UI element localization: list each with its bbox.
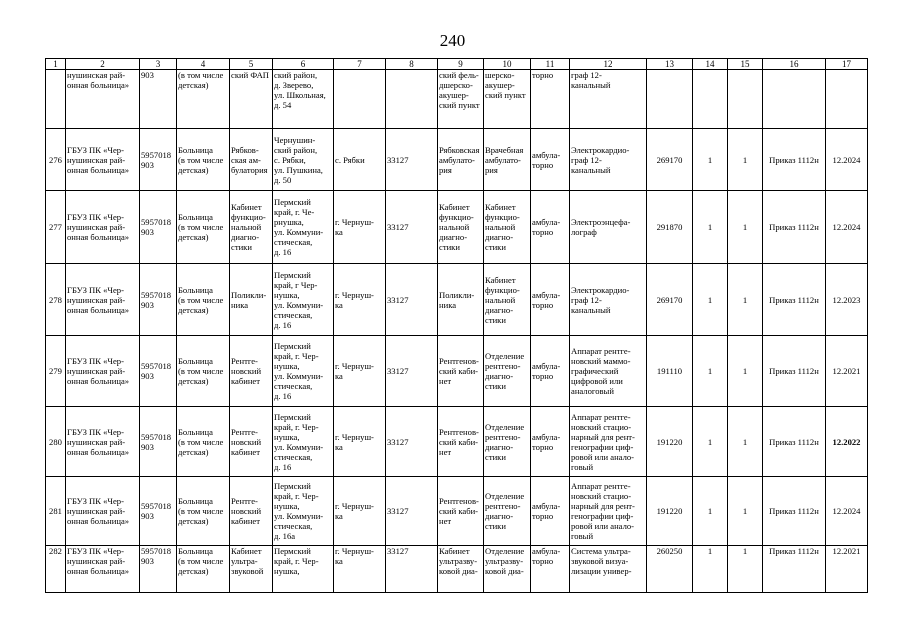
unit-name-cell: Рентгенов- ский каби- нет [438, 477, 484, 546]
care-form-cell: амбула- торно [531, 336, 570, 407]
department-cell: Кабинет функцио- нальной диагно- стики [484, 191, 531, 264]
equipment-name-cell: Электроэнцефа- лограф [570, 191, 647, 264]
quantity-needed-cell: 1 [693, 477, 728, 546]
equipment-name-cell: Электрокардио- граф 12- канальный [570, 264, 647, 336]
equipment-name-cell: Аппарат рентге- новский маммо- графический цифровой или аналоговый [570, 336, 647, 407]
care-form-cell: амбула- торно [531, 546, 570, 593]
oktmo-code-cell: 33127 [386, 336, 438, 407]
quantity-planned-cell: 1 [728, 336, 763, 407]
oktmo-code-cell: 33127 [386, 407, 438, 477]
equipment-name-cell: граф 12- канальный [570, 70, 647, 129]
row-number-cell: 277 [46, 191, 66, 264]
column-number: 16 [763, 59, 826, 70]
quantity-needed-cell: 1 [693, 407, 728, 477]
equipment-name-cell: Аппарат рентге- новский стацио- нарный для рент- генографии циф- ровой или анало- говый [570, 477, 647, 546]
org-code-cell: 5957018 903 [140, 191, 177, 264]
row-number-cell: 282 [46, 546, 66, 593]
department-cell: Отделение рентгено- диагно- стики [484, 336, 531, 407]
equipment-code-cell: 191110 [647, 336, 693, 407]
column-number: 5 [230, 59, 273, 70]
org-type-cell: Больница (в том числе детская) [177, 546, 230, 593]
locality-cell: г. Чернуш- ка [334, 336, 386, 407]
org-type-cell: Больница (в том числе детская) [177, 191, 230, 264]
locality-cell: г. Чернуш- ка [334, 264, 386, 336]
care-form-cell: амбула- торно [531, 264, 570, 336]
unit-name-cell: Рентгенов- ский каби- нет [438, 407, 484, 477]
quantity-planned-cell: 1 [728, 546, 763, 593]
quantity-planned-cell: 1 [728, 129, 763, 191]
address-cell: Чернушин- ский район, с. Рябки, ул. Пушкина, д. 50 [273, 129, 334, 191]
row-number-cell: 279 [46, 336, 66, 407]
order-reference-cell: Приказ 1112н [763, 264, 826, 336]
unit-name-cell: Поликли- ника [438, 264, 484, 336]
order-reference-cell: Приказ 1112н [763, 546, 826, 593]
equipment-code-cell: 269170 [647, 264, 693, 336]
quantity-needed-cell: 1 [693, 191, 728, 264]
quantity-needed-cell: 1 [693, 129, 728, 191]
address-cell: Пермский край, г. Чер- нушка, ул. Коммуни- стическая, д. 16 [273, 336, 334, 407]
oktmo-code-cell: 33127 [386, 129, 438, 191]
column-number: 8 [386, 59, 438, 70]
table-row [46, 407, 868, 477]
organization-cell: ГБУЗ ПК «Чер- нушинская рай- онная больница» [66, 129, 140, 191]
org-code-cell: 5957018 903 [140, 477, 177, 546]
care-form-cell: амбула- торно [531, 477, 570, 546]
locality-cell: с. Рябки [334, 129, 386, 191]
subdivision-cell: Кабинет функцио- нальной диагно- стики [230, 191, 273, 264]
department-cell: Кабинет функцио- нальной диагно- стики [484, 264, 531, 336]
header-row [46, 59, 868, 70]
address-cell: Пермский край, г. Чер- нушка, ул. Коммуни- стическая, д. 16 [273, 407, 334, 477]
care-form-cell: амбула- торно [531, 129, 570, 191]
column-number: 6 [273, 59, 334, 70]
address-cell: Пермский край, г. Чер- нушка, [273, 546, 334, 593]
unit-name-cell: Рябковская амбулато- рия [438, 129, 484, 191]
equipment-code-cell: 191220 [647, 407, 693, 477]
address-cell: Пермский край, г. Чер- нушка, ул. Коммуни- стическая, д. 16а [273, 477, 334, 546]
quantity-needed-cell: 1 [693, 546, 728, 593]
equipment-code-cell: 269170 [647, 129, 693, 191]
organization-cell: ГБУЗ ПК «Чер- нушинская рай- онная больница» [66, 407, 140, 477]
equipment-code-cell: 291870 [647, 191, 693, 264]
department-cell: Врачебная амбулато- рия [484, 129, 531, 191]
org-type-cell: Больница (в том числе детская) [177, 407, 230, 477]
column-number: 15 [728, 59, 763, 70]
delivery-date-cell: 12.2024 [826, 477, 868, 546]
column-number: 14 [693, 59, 728, 70]
locality-cell [334, 70, 386, 129]
oktmo-code-cell: 33127 [386, 546, 438, 593]
address-cell: Пермский край, г. Че- рнушка, ул. Коммуни- стическая, д. 16 [273, 191, 334, 264]
org-code-cell: 5957018 903 [140, 129, 177, 191]
subdivision-cell: Рентге- новский кабинет [230, 336, 273, 407]
unit-name-cell: Рентгенов- ский каби- нет [438, 336, 484, 407]
department-cell: Отделение ультразву- ковой диа- [484, 546, 531, 593]
delivery-date-cell: 12.2022 [826, 407, 868, 477]
care-form-cell: амбула- торно [531, 191, 570, 264]
row-number-cell [46, 70, 66, 129]
address-cell: ский район, д. Зверево, ул. Школьная, д. 54 [273, 70, 334, 129]
order-reference-cell [763, 70, 826, 129]
quantity-needed-cell: 1 [693, 264, 728, 336]
delivery-date-cell [826, 70, 868, 129]
column-number: 12 [570, 59, 647, 70]
column-number: 3 [140, 59, 177, 70]
delivery-date-cell: 12.2021 [826, 546, 868, 593]
table-row [46, 477, 868, 546]
organization-cell: ГБУЗ ПК «Чер- нушинская рай- онная больница» [66, 264, 140, 336]
delivery-date-cell: 12.2023 [826, 264, 868, 336]
unit-name-cell: Кабинет ультразву- ковой диа- [438, 546, 484, 593]
table-row [46, 129, 868, 191]
locality-cell: г. Чернуш- ка [334, 191, 386, 264]
org-type-cell: Больница (в том числе детская) [177, 477, 230, 546]
column-number: 10 [484, 59, 531, 70]
equipment-code-cell: 191220 [647, 477, 693, 546]
subdivision-cell: Рентге- новский кабинет [230, 407, 273, 477]
subdivision-cell: Кабинет ультра- звуковой [230, 546, 273, 593]
quantity-planned-cell: 1 [728, 191, 763, 264]
quantity-planned-cell [728, 70, 763, 129]
table-row [46, 336, 868, 407]
column-number: 13 [647, 59, 693, 70]
subdivision-cell: Поликли- ника [230, 264, 273, 336]
delivery-date-cell: 12.2024 [826, 129, 868, 191]
oktmo-code-cell: 33127 [386, 191, 438, 264]
unit-name-cell: ский фель- дшерско- акушер- ский пункт [438, 70, 484, 129]
order-reference-cell: Приказ 1112н [763, 191, 826, 264]
subdivision-cell: Рябков- ская ам- булатория [230, 129, 273, 191]
column-number: 9 [438, 59, 484, 70]
care-form-cell: торно [531, 70, 570, 129]
oktmo-code-cell: 33127 [386, 477, 438, 546]
table-row [46, 546, 868, 593]
table-row [46, 191, 868, 264]
locality-cell: г. Чернуш- ка [334, 546, 386, 593]
quantity-planned-cell: 1 [728, 477, 763, 546]
delivery-date-cell: 12.2024 [826, 191, 868, 264]
column-number: 2 [66, 59, 140, 70]
row-number-cell: 281 [46, 477, 66, 546]
order-reference-cell: Приказ 1112н [763, 407, 826, 477]
row-number-cell: 280 [46, 407, 66, 477]
equipment-name-cell: Электрокардио- граф 12- канальный [570, 129, 647, 191]
column-number: 11 [531, 59, 570, 70]
subdivision-cell: ский ФАП [230, 70, 273, 129]
department-cell: шерско- акушер- ский пункт [484, 70, 531, 129]
locality-cell: г. Чернуш- ка [334, 477, 386, 546]
column-number: 17 [826, 59, 868, 70]
department-cell: Отделение рентгено- диагно- стики [484, 477, 531, 546]
organization-cell: ГБУЗ ПК «Чер- нушинская рай- онная больница» [66, 477, 140, 546]
department-cell: Отделение рентгено- диагно- стики [484, 407, 531, 477]
oktmo-code-cell: 33127 [386, 264, 438, 336]
quantity-needed-cell [693, 70, 728, 129]
column-number: 7 [334, 59, 386, 70]
column-number: 1 [46, 59, 66, 70]
delivery-date-cell: 12.2021 [826, 336, 868, 407]
org-code-cell: 5957018 903 [140, 264, 177, 336]
order-reference-cell: Приказ 1112н [763, 336, 826, 407]
order-reference-cell: Приказ 1112н [763, 129, 826, 191]
organization-cell: нушинская рай- онная больница» [66, 70, 140, 129]
org-code-cell: 5957018 903 [140, 546, 177, 593]
locality-cell: г. Чернуш- ка [334, 407, 386, 477]
column-number: 4 [177, 59, 230, 70]
organization-cell: ГБУЗ ПК «Чер- нушинская рай- онная больница» [66, 336, 140, 407]
table-row [46, 70, 868, 129]
subdivision-cell: Рентге- новский кабинет [230, 477, 273, 546]
org-code-cell: 5957018 903 [140, 407, 177, 477]
table-row [46, 264, 868, 336]
organization-cell: ГБУЗ ПК «Чер- нушинская рай- онная больница» [66, 546, 140, 593]
quantity-planned-cell: 1 [728, 264, 763, 336]
page-number: 240 [439, 31, 466, 50]
care-form-cell: амбула- торно [531, 407, 570, 477]
order-reference-cell: Приказ 1112н [763, 477, 826, 546]
equipment-name-cell: Система ультра- звуковой визуа- лизации универ- [570, 546, 647, 593]
org-type-cell: Больница (в том числе детская) [177, 336, 230, 407]
org-code-cell: 5957018 903 [140, 336, 177, 407]
equipment-code-cell [647, 70, 693, 129]
quantity-needed-cell: 1 [693, 336, 728, 407]
oktmo-code-cell [386, 70, 438, 129]
equipment-code-cell: 260250 [647, 546, 693, 593]
quantity-planned-cell: 1 [728, 407, 763, 477]
org-type-cell: Больница (в том числе детская) [177, 264, 230, 336]
address-cell: Пермский край, г Чер- нушка, ул. Коммуни- стическая, д. 16 [273, 264, 334, 336]
equipment-registry-table [45, 58, 868, 593]
organization-cell: ГБУЗ ПК «Чер- нушинская рай- онная больница» [66, 191, 140, 264]
org-type-cell: (в том числе детская) [177, 70, 230, 129]
unit-name-cell: Кабинет функцио- нальной диагно- стики [438, 191, 484, 264]
row-number-cell: 276 [46, 129, 66, 191]
equipment-name-cell: Аппарат рентге- новский стацио- нарный для рент- генографии циф- ровой или анало- говый [570, 407, 647, 477]
row-number-cell: 278 [46, 264, 66, 336]
org-code-cell: 903 [140, 70, 177, 129]
org-type-cell: Больница (в том числе детская) [177, 129, 230, 191]
